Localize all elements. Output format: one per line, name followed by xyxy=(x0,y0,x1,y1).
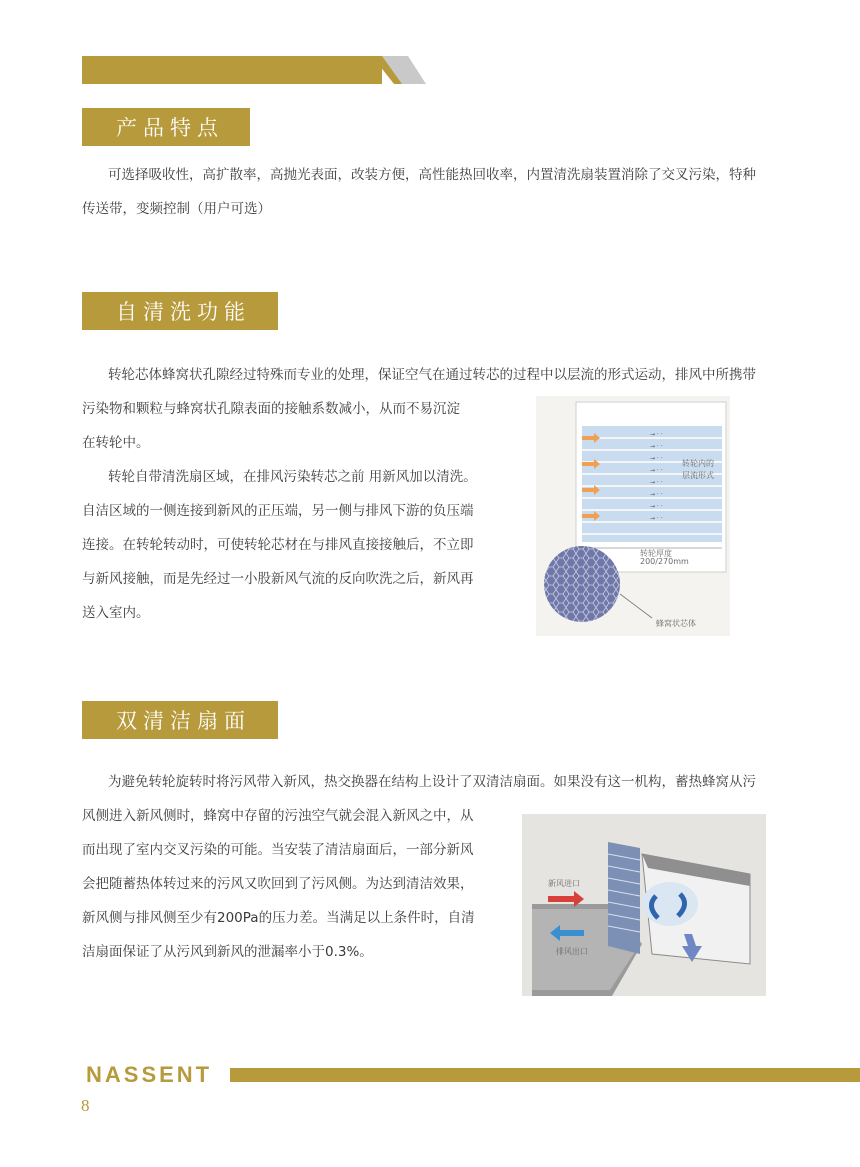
dual-clean-line-6: 洁扇面保证了从污风到新风的泄漏率小于0.3%。 xyxy=(82,944,373,960)
self-clean-line-1: 转轮芯体蜂窝状孔隙经过特殊而专业的处理，保证空气在通过转芯的过程中以层流的形式运动，排风中所携带 xyxy=(108,367,756,383)
dual-clean-line-3: 而出现了室内交叉污染的可能。当安装了清洁扇面后，一部分新风 xyxy=(82,842,474,858)
header-bar-tail xyxy=(372,56,426,84)
features-line-1: 可选择吸收性，高扩散率，高抛光表面，改装方便，高性能热回收率，内置清洗扇装置消除了交叉污染，特种 xyxy=(108,167,756,183)
dual-clean-line-1: 为避免转轮旋转时将污风带入新风，热交换器在结构上设计了双清洁扇面。如果没有这一机构，蓄热蜂窝从污 xyxy=(108,774,756,790)
self-clean-line-6: 连接。在转轮转动时，可使转轮芯材在与排风直接接触后，不立即 xyxy=(82,537,474,553)
honeycomb-core-circle xyxy=(544,546,620,622)
svg-text:→ · ·: → · · xyxy=(650,515,663,522)
svg-text:→ · ·: → · · xyxy=(650,479,663,486)
footer-gold-bar xyxy=(230,1068,860,1082)
self-clean-line-3: 在转轮中。 xyxy=(82,435,150,451)
self-clean-line-2: 污染物和颗粒与蜂窝状孔隙表面的接触系数减小，从而不易沉淀 xyxy=(82,401,460,417)
section-title-self-clean: 自清洗功能 xyxy=(82,292,278,330)
svg-text:→ · ·: → · · xyxy=(650,503,663,510)
svg-text:→ · ·: → · · xyxy=(650,455,663,462)
honeycomb-label: 蜂窝状芯体 xyxy=(656,619,696,628)
depth-label-2: 200/270mm xyxy=(640,557,689,566)
svg-text:→ · ·: → · · xyxy=(650,467,663,474)
inlet-label: 新风进口 xyxy=(548,879,580,888)
header-gold-bar xyxy=(82,56,382,84)
self-clean-line-4: 转轮自带清洗扇区域，在排风污染转芯之前 用新风加以清洗。 xyxy=(108,469,477,485)
section-title-features: 产品特点 xyxy=(82,108,250,146)
self-clean-line-8: 送入室内。 xyxy=(82,605,150,621)
dual-clean-diagram xyxy=(522,814,766,996)
depth-label-1: 转轮厚度 xyxy=(640,549,672,558)
self-clean-line-7: 与新风接触，而是先经过一小股新风气流的反向吹洗之后，新风再 xyxy=(82,571,474,587)
laminar-flow-diagram xyxy=(536,396,730,636)
laminar-flow-figure xyxy=(536,396,730,636)
brand-logo-text: NASSENT xyxy=(86,1062,213,1087)
flow-label-2: 层流形式 xyxy=(682,471,714,480)
features-paragraph xyxy=(82,158,782,226)
svg-text:→ · ·: → · · xyxy=(650,491,663,498)
dual-clean-line-5: 新风侧与排风侧至少有200Pa的压力差。当满足以上条件时，自清 xyxy=(82,910,475,926)
flow-label-1: 转轮内的 xyxy=(682,459,714,468)
page-number: 8 xyxy=(81,1096,90,1115)
dual-clean-line-2: 风侧进入新风侧时，蜂窝中存留的污浊空气就会混入新风之中，从 xyxy=(82,808,474,824)
features-line-2: 传送带，变频控制（用户可选） xyxy=(82,201,271,217)
outlet-label: 排风出口 xyxy=(556,947,588,956)
svg-text:→ · ·: → · · xyxy=(650,431,663,438)
section-title-dual-clean: 双清洁扇面 xyxy=(82,701,278,739)
self-clean-line-5: 自洁区域的一侧连接到新风的正压端，另一侧与排风下游的负压端 xyxy=(82,503,474,519)
dual-clean-line-4: 会把随蓄热体转过来的污风又吹回到了污风侧。为达到清洁效果， xyxy=(82,876,474,892)
svg-text:→ · ·: → · · xyxy=(650,443,663,450)
dual-clean-figure xyxy=(522,814,766,996)
